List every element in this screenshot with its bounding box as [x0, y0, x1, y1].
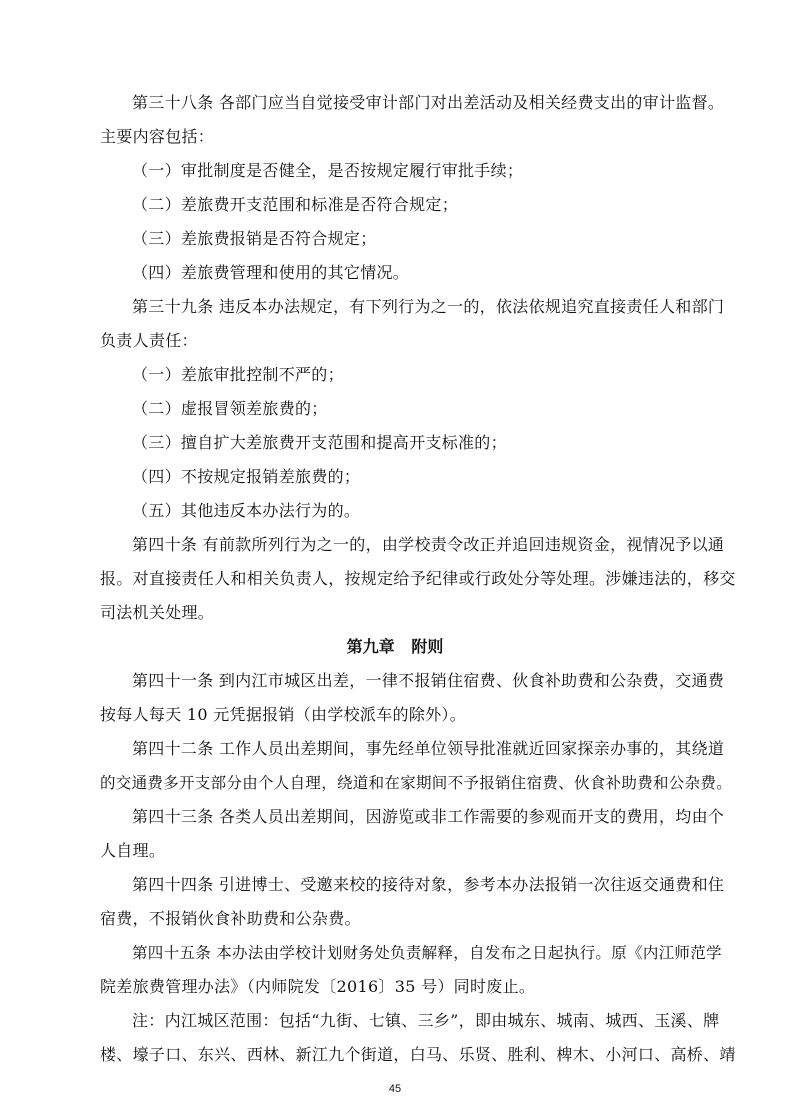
article-39-item-1: （一）差旅审批控制不严的；: [132, 365, 344, 384]
article-44-line-1: 第四十四条 引进博士、受邀来校的接待对象，参考本办法报销一次往返交通费和住: [132, 875, 725, 894]
article-39-line-2: 负责人责任：: [100, 331, 198, 350]
chapter-heading: 第九章 附则: [346, 637, 444, 656]
article-40-line-1: 第四十条 有前款所列行为之一的，由学校责令改正并追回违规资金，视情况予以通: [132, 535, 725, 554]
article-39-item-2: （二）虚报冒领差旅费的；: [132, 399, 328, 418]
article-42-line-1: 第四十二条 工作人员出差期间，事先经单位领导批准就近回家探亲办事的，其绕道: [132, 739, 725, 758]
article-39-item-4: （四）不按规定报销差旅费的；: [132, 467, 361, 486]
article-39-item-3: （三）擅自扩大差旅费开支范围和提高开支标准的；: [132, 433, 507, 452]
article-45-line-1: 第四十五条 本办法由学校计划财务处负责解释，自发布之日起执行。原《内江师范学: [132, 944, 722, 962]
article-44-line-2: 宿费，不报销伙食补助费和公杂费。: [100, 909, 361, 928]
article-39-line-1: 第三十九条 违反本办法规定，有下列行为之一的，依法依规追究直接责任人和部门: [132, 297, 725, 316]
article-38-line-1: 第三十八条 各部门应当自觉接受审计部门对出差活动及相关经费支出的审计监督。: [132, 93, 725, 112]
article-38-line-2: 主要内容包括：: [100, 127, 215, 146]
article-39-item-5: （五）其他违反本办法行为的。: [132, 501, 361, 520]
article-38-item-4: （四）差旅费管理和使用的其它情况。: [132, 263, 410, 282]
article-40-line-2: 报。对直接责任人和相关负责人，按规定给予纪律或行政处分等处理。涉嫌违法的，移交: [100, 569, 736, 588]
note-line-1: 注：内江城区范围：包括“九街、七镇、三乡”，即由城东、城南、城西、玉溪、牌: [132, 1011, 720, 1030]
article-38-item-3: （三）差旅费报销是否符合规定；: [132, 229, 377, 248]
article-45-line-2: 院差旅费管理办法》（内师院发〔2016〕35 号）同时废止。: [100, 977, 536, 996]
note-line-2: 楼、壕子口、东兴、西林、新江九个街道，白马、乐贤、胜利、椑木、小河口、高桥、靖: [100, 1045, 736, 1064]
article-41-line-1: 第四十一条 到内江市城区出差，一律不报销住宿费、伙食补助费和公杂费，交通费: [132, 671, 725, 690]
article-40-line-3: 司法机关处理。: [100, 603, 215, 622]
page-number: 45: [388, 1083, 402, 1095]
article-42-line-2: 的交通费多开支部分由个人自理，绕道和在家期间不予报销住宿费、伙食补助费和公杂费。: [100, 774, 733, 792]
article-38-item-1: （一）审批制度是否健全，是否按规定履行审批手续；: [132, 161, 524, 180]
article-41-line-2: 按每人每天 10 元凭据报销（由学校派车的除外）。: [100, 705, 467, 724]
article-43-line-1: 第四十三条 各类人员出差期间，因游览或非工作需要的参观而开支的费用，均由个: [132, 807, 725, 826]
article-43-line-2: 人自理。: [100, 841, 166, 860]
article-38-item-2: （二）差旅费开支范围和标准是否符合规定；: [132, 195, 459, 214]
